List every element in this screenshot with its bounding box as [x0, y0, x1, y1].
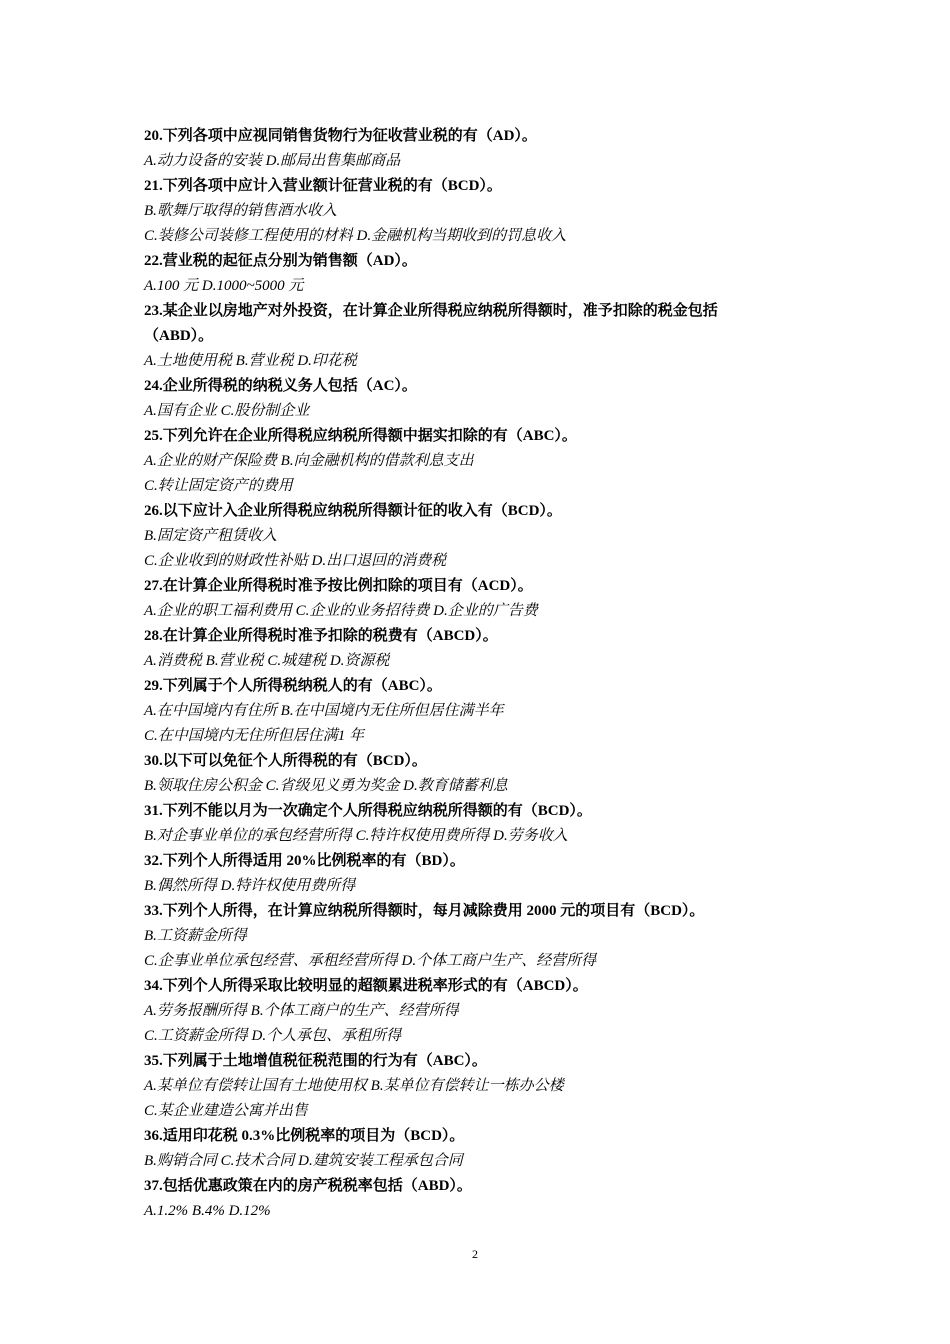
question-line: 36.适用印花税 0.3%比例税率的项目为（BCD）。 — [144, 1128, 465, 1144]
question-line: 30.以下可以免征个人所得税的有（BCD）。 — [144, 753, 427, 769]
answer-line: B.对企事业单位的承包经营所得 C.特许权使用费所得 D.劳务收入 — [144, 828, 568, 844]
page-number: 2 — [472, 1247, 478, 1261]
question-line: 37.包括优惠政策在内的房产税税率包括（ABD）。 — [144, 1178, 472, 1194]
question-line: 22.营业税的起征点分别为销售额（AD）。 — [144, 253, 417, 269]
answer-line: C.工资薪金所得 D.个人承包、承租所得 — [144, 1028, 402, 1044]
answer-line: B.购销合同 C.技术合同 D.建筑安装工程承包合同 — [144, 1153, 463, 1169]
question-line: 23.某企业以房地产对外投资，在计算企业所得税应纳税所得额时，准予扣除的税金包括 — [144, 303, 718, 319]
answer-line: C.在中国境内无住所但居住满1 年 — [144, 728, 365, 744]
question-line: （ABD）。 — [144, 328, 214, 344]
answer-line: A.国有企业 C.股份制企业 — [144, 403, 310, 419]
answer-line: B.工资薪金所得 — [144, 928, 247, 944]
answer-line: B.偶然所得 D.特许权使用费所得 — [144, 878, 356, 894]
answer-line: A.企业的职工福利费用 C.企业的业务招待费 D.企业的广告费 — [144, 603, 538, 619]
answer-line: A.劳务报酬所得 B.个体工商户的生产、经营所得 — [144, 1003, 459, 1019]
question-line: 28.在计算企业所得税时准予扣除的税费有（ABCD）。 — [144, 628, 498, 644]
question-line: 20.下列各项中应视同销售货物行为征收营业税的有（AD）。 — [144, 128, 537, 144]
answer-line: B.固定资产租赁收入 — [144, 528, 277, 544]
answer-line: A.1.2% B.4% D.12% — [144, 1203, 271, 1219]
answer-line: A.某单位有偿转让国有土地使用权 B.某单位有偿转让一栋办公楼 — [144, 1078, 564, 1094]
answer-line: C.转让固定资产的费用 — [144, 478, 293, 494]
question-line: 26.以下应计入企业所得税应纳税所得额计征的收入有（BCD）。 — [144, 503, 562, 519]
answer-line: C.某企业建造公寓并出售 — [144, 1103, 308, 1119]
question-line: 35.下列属于土地增值税征税范围的行为有（ABC）。 — [144, 1053, 487, 1069]
question-line: 21.下列各项中应计入营业额计征营业税的有（BCD）。 — [144, 178, 502, 194]
question-line: 29.下列属于个人所得税纳税人的有（ABC）。 — [144, 678, 442, 694]
answer-line: A.企业的财产保险费 B.向金融机构的借款利息支出 — [144, 453, 474, 469]
question-line: 27.在计算企业所得税时准予按比例扣除的项目有（ACD）。 — [144, 578, 533, 594]
answer-line: C.装修公司装修工程使用的材料 D.金融机构当期收到的罚息收入 — [144, 228, 567, 244]
question-line: 32.下列个人所得适用 20%比例税率的有（BD）。 — [144, 853, 465, 869]
answer-line: B.歌舞厅取得的销售酒水收入 — [144, 203, 337, 219]
question-line: 25.下列允许在企业所得税应纳税所得额中据实扣除的有（ABC）。 — [144, 428, 577, 444]
answer-line: A.动力设备的安装 D.邮局出售集邮商品 — [144, 153, 401, 169]
document-body — [144, 124, 814, 1224]
question-line: 34.下列个人所得采取比较明显的超额累进税率形式的有（ABCD）。 — [144, 978, 588, 994]
question-line: 31.下列不能以月为一次确定个人所得税应纳税所得额的有（BCD）。 — [144, 803, 592, 819]
answer-line: A.消费税 B.营业税 C.城建税 D.资源税 — [144, 653, 390, 669]
answer-line: B.领取住房公积金 C.省级见义勇为奖金 D.教育储蓄利息 — [144, 778, 508, 794]
answer-line: A.100 元 D.1000~5000 元 — [144, 278, 304, 294]
question-line: 24.企业所得税的纳税义务人包括（AC）。 — [144, 378, 417, 394]
answer-line: A.在中国境内有住所 B.在中国境内无住所但居住满半年 — [144, 703, 504, 719]
answer-line: C.企业收到的财政性补贴 D.出口退回的消费税 — [144, 553, 447, 569]
answer-line: A.土地使用税 B.营业税 D.印花税 — [144, 353, 357, 369]
question-line: 33.下列个人所得，在计算应纳税所得额时，每月减除费用 2000 元的项目有（BCD）。 — [144, 903, 705, 919]
answer-line: C.企事业单位承包经营、承租经营所得 D.个体工商户生产、经营所得 — [144, 953, 597, 969]
